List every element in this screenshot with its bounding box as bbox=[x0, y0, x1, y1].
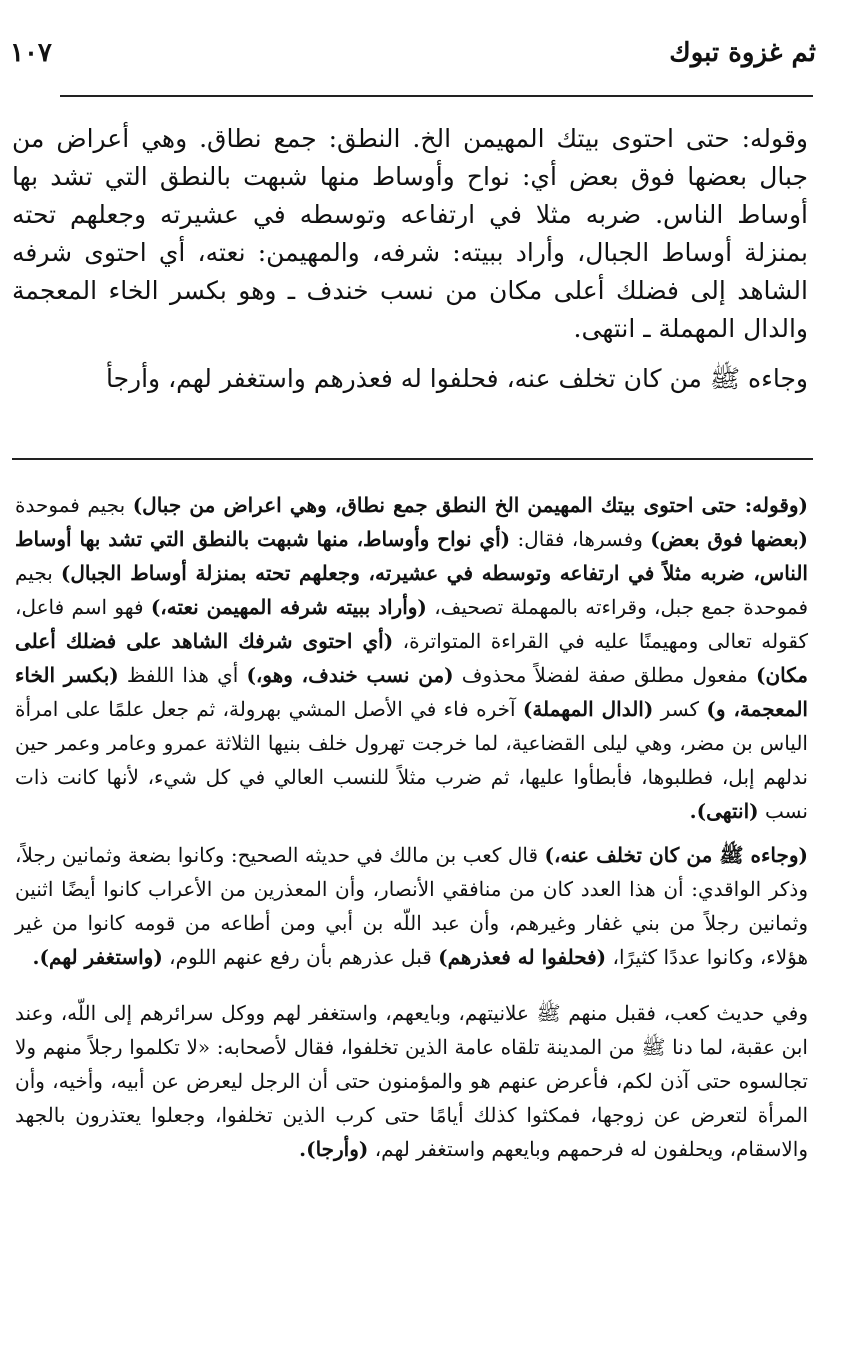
commentary-text-run: كسر bbox=[653, 697, 707, 721]
quoted-matn: (وقوله: حتى احتوى بيتك المهيمن الخ النطق جمع نطاق، وهي اعراض من جبال) bbox=[132, 493, 808, 517]
commentary-text-run: أي هذا اللفظ bbox=[118, 663, 247, 687]
commentary-text-run: فهو اسم فاعل، كقوله تعالى ومهيمنًا عليه في القراءة المتواترة، bbox=[15, 595, 809, 653]
commentary-paragraph bbox=[15, 996, 808, 1166]
commentary-text-run: بجيم فموحدة bbox=[15, 493, 133, 517]
running-header bbox=[10, 30, 816, 80]
commentary-text-run: قال كعب بن مالك في حديثه الصحيح: وكانوا بضعة وثمانين رجلاً، وذكر الواقدي: أن هذا العدد كان من منافقي الأنصار، وأن المعذرين من الأعراب كانوا أيضًا اثنين وثمانين رجلاً من بني غفار وغيرهم، وأن عبد اللّه بن أبي ومن أطاعه من قومه كانوا من غير هؤلاء، وكانوا عددًا كثيرًا، bbox=[15, 843, 808, 969]
quoted-matn: (بعضها فوق بعض) bbox=[650, 527, 808, 551]
quoted-matn: (وجاءه ﷺ من كان تخلف عنه،) bbox=[544, 843, 808, 867]
quoted-matn: (واستغفر لهم). bbox=[32, 945, 163, 969]
commentary-text-run: وفسرها، فقال: bbox=[510, 527, 651, 551]
main-paragraph: وجاءه ﷺ من كان تخلف عنه، فحلفوا له فعذرهم واستغفر لهم، وأرجأ bbox=[105, 364, 808, 393]
quoted-matn: (بكسر الخاء المعجمة، و) bbox=[15, 663, 808, 721]
commentary-paragraph bbox=[15, 838, 808, 974]
footnote-divider bbox=[12, 458, 813, 460]
main-text bbox=[12, 120, 808, 410]
quoted-matn: (من نسب خندف، وهو،) bbox=[246, 663, 454, 687]
header-divider bbox=[60, 95, 813, 97]
quoted-matn: (وأراد ببيته شرفه المهيمن نعته،) bbox=[150, 595, 427, 619]
running-title: ثم غزوة تبوك bbox=[669, 38, 816, 68]
quoted-matn: (وأرجا). bbox=[299, 1137, 369, 1161]
commentary-text bbox=[15, 488, 808, 1176]
commentary-text-run: وفي حديث كعب، فقبل منهم ﷺ علانيتهم، وبايعهم، واستغفر لهم ووكل سرائرهم إلى اللّه، وعند ابن عقبة، لما دنا ﷺ من المدينة تلقاه عامة الذين تخلفوا، فقال لأصحابه: «لا تكلموا رجلاً منهم ولا تجالسوه حتى آذن لكم، فأعرض عنهم هو والمؤمنون حتى أن الرجل ليعرض عن أبيه، وأخيه، وأن المرأة لتعرض عن زوجها، فمكثوا كذلك أيامًا حتى كرب الذين تخلفوا، وجعلوا يعتذرون بالجهد والاسقام، ويحلفون له فرحمهم وبايعهم واستغفر لهم، bbox=[15, 1001, 809, 1161]
commentary-text-run: مفعول مطلق صفة لفضلاً محذوف bbox=[453, 663, 756, 687]
quoted-matn: (الدال المهملة) bbox=[522, 697, 654, 721]
quoted-matn: (أي احتوى شرفك الشاهد على فضلك أعلى مكان) bbox=[15, 629, 808, 687]
main-paragraph: وقوله: حتى احتوى بيتك المهيمن الخ. النطق: جمع نطاق. وهي أعراض من جبال بعضها فوق بعض أي: نواح وأوساط منها شبهت بالنطق التي تشد بها أوساط الناس. ضربه مثلا في ارتفاعه وتوسطه في عشيرته وجعلهم تحته بمنزلة أوساط الجبال، وأراد ببيته: شرفه، والمهيمن: نعته، أي احتوى شرفه الشاهد إلى فضلك أعلى مكان من نسب خندف ـ وهو بكسر الخاء المعجمة والدال المهملة ـ انتهى. bbox=[12, 124, 808, 343]
page-number: ١٠٧ bbox=[10, 38, 52, 68]
commentary-paragraph bbox=[15, 488, 808, 828]
commentary-text-run: قبل عذرهم بأن رفع عنهم اللوم، bbox=[162, 945, 439, 969]
commentary-text-run: آخره فاء في الأصل المشي بهرولة، ثم جعل علمًا على امرأة الياس بن مضر، وهي ليلى القضاعية، لما خرجت تهرول خلف بنيها الثلاثة عمرو وعامر وعمر حين ندلهم إبل، فطلبوها، فأبطأوا عليها، ثم ضرب مثلاً للنسب العالي في كل شيء، لأنها كانت ذات نسب bbox=[15, 697, 808, 823]
quoted-matn: (انتهى). bbox=[689, 799, 759, 823]
commentary-text-run: بجيم فموحدة جمع جبل، وقراءته بالمهملة تصحيف، bbox=[15, 561, 809, 619]
quoted-matn: (فحلفوا له فعذرهم) bbox=[438, 945, 607, 969]
quoted-matn: (أي نواح وأوساط، منها شبهت بالنطق التي تشد بها أوساط الناس، ضربه مثلاً في ارتفاعه وتوسطه في عشيرته، وجعلهم تحته بمنزلة أوساط الجبال) bbox=[15, 527, 808, 585]
